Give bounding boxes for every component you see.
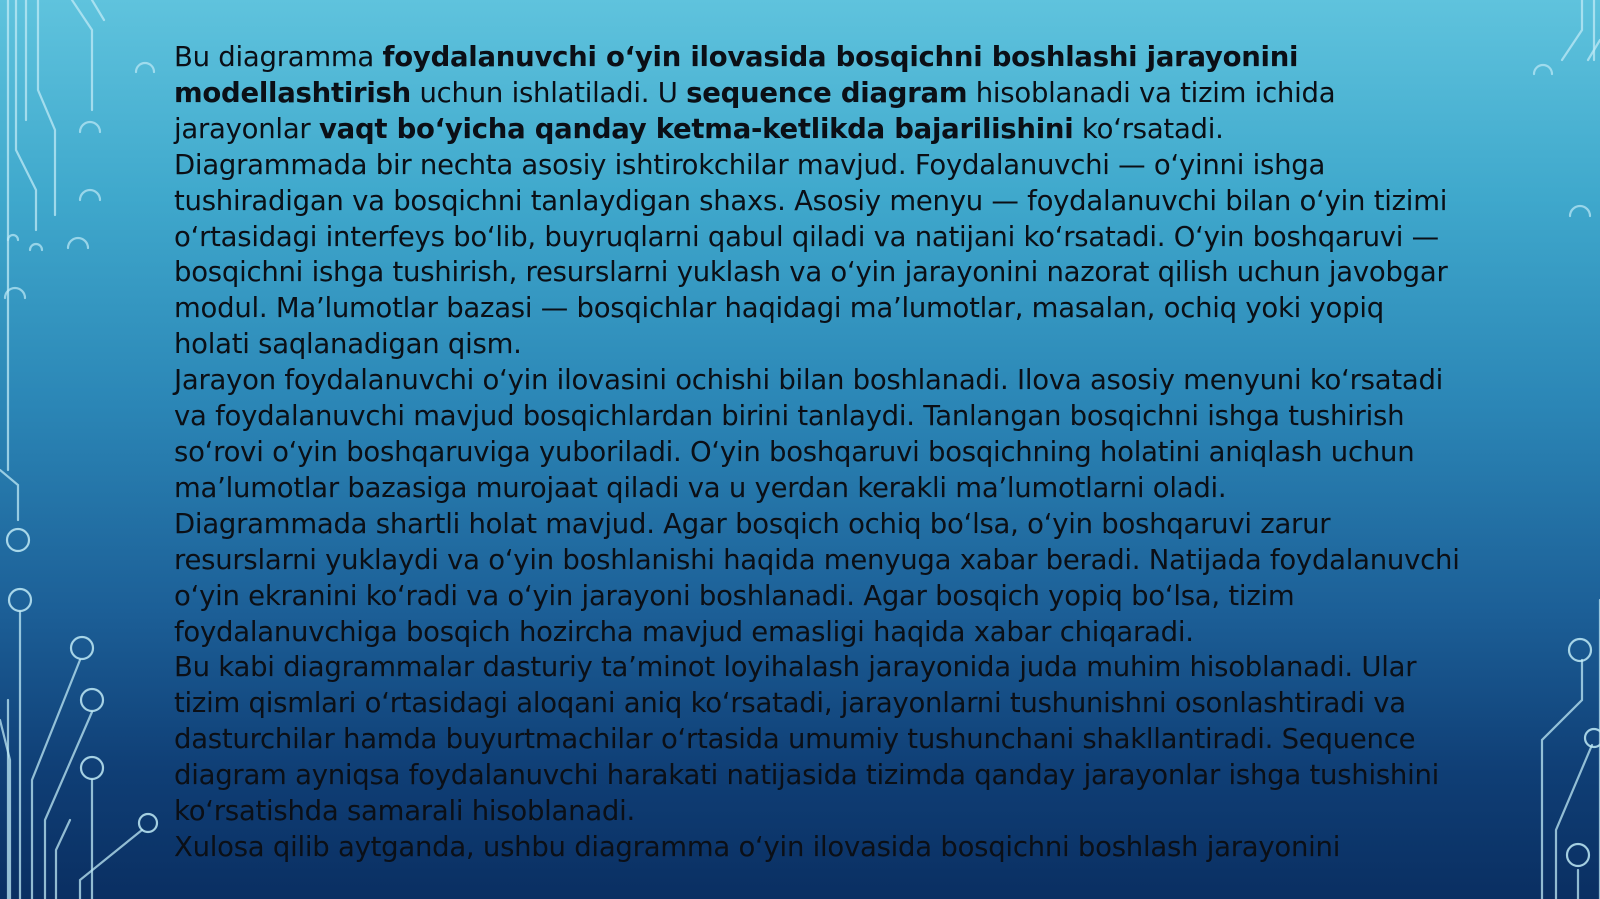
text-run: Diagrammada shartli holat mavjud. Agar bosqich ochiq bo‘lsa, o‘yin boshqaruvi zarur resurslarni yuklaydi va o‘yin boshlanishi haqida menyuga xabar beradi. Natijada foydalanuvchi o‘yin ekranini ko‘radi va o‘yin jarayoni boshlanadi. Agar bosqich yopiq bo‘lsa, tizim foydalanuvchiga bosqich hozircha mavjud emasligi haqida xabar chiqaradi. [174, 507, 1460, 648]
paragraph-importance [174, 650, 1466, 830]
circuit-decoration-left [0, 0, 170, 899]
text-run: Xulosa qilib aytganda, ushbu diagramma o‘yin ilovasida bosqichni boshlash jarayonini [174, 830, 1341, 863]
text-run-bold: vaqt bo‘yicha qanday ketma-ketlikda bajarilishini [318, 112, 1074, 145]
paragraph-intro [174, 40, 1466, 148]
text-run: Bu kabi diagrammalar dasturiy ta’minot loyihalash jarayonida juda muhim hisoblanadi. Ular tizim qismlari o‘rtasidagi aloqani aniq ko‘rsatadi, jarayonlarni tushunishni osonlashtiradi va dasturchilar hamda buyurtmachilar o‘rtasida umumiy tushunchani shakllantiradi. Sequence diagram ayniqsa foydalanuvchi harakati natijasida tizimda qanday jarayonlar ishga tushishini ko‘rsatishda samarali hisoblanadi. [174, 651, 1440, 828]
text-run: Jarayon foydalanuvchi o‘yin ilovasini ochishi bilan boshlanadi. Ilova asosiy menyuni ko‘rsatadi va foydalanuvchi mavjud bosqichlardan birini tanlaydi. Tanlangan bosqichni ishga tushirish so‘rovi o‘yin boshqaruviga yuboriladi. O‘yin boshqaruvi bosqichning holatini aniqlash uchun ma’lumotlar bazasiga murojaat qiladi va u yerdan kerakli ma’lumotlarni oladi. [174, 364, 1444, 504]
text-run-bold: foydalanuvchi o‘yin ilovasida bosqichni boshlashi jarayonini modellashtirish [174, 41, 1299, 109]
circuit-decoration-right [1470, 0, 1600, 899]
paragraph-participants [174, 148, 1466, 363]
text-run-bold: sequence diagram [686, 76, 968, 109]
text-run: uchun ishlatiladi. U [411, 76, 687, 109]
paragraph-condition [174, 507, 1466, 651]
paragraph-conclusion [174, 830, 1466, 866]
text-run: Bu diagramma [174, 41, 383, 73]
paragraph-process [174, 363, 1466, 507]
text-run: Diagrammada bir nechta asosiy ishtirokchilar mavjud. Foydalanuvchi — o‘yinni ishga tushiradigan va bosqichni tanlaydigan shaxs. Asosiy menyu — foydalanuvchi bilan o‘yin tizimi o‘rtasidagi interfeys bo‘lib, buyruqlarni qabul qiladi va natijani ko‘rsatadi. O‘yin boshqaruvi — bosqichni ishga tushirish, resurslarni yuklash va o‘yin jarayonini nazorat qilish uchun javobgar modul. Ma’lumotlar bazasi — bosqichlar haqidagi ma’lumotlar, masalan, ochiq yoki yopiq holati saqlanadigan qism. [174, 148, 1448, 361]
text-run: hisoblanadi va tizim ichida jarayonlar [174, 76, 1336, 145]
slide-body-text [174, 40, 1466, 866]
text-run: ko‘rsatadi. [1073, 112, 1224, 145]
